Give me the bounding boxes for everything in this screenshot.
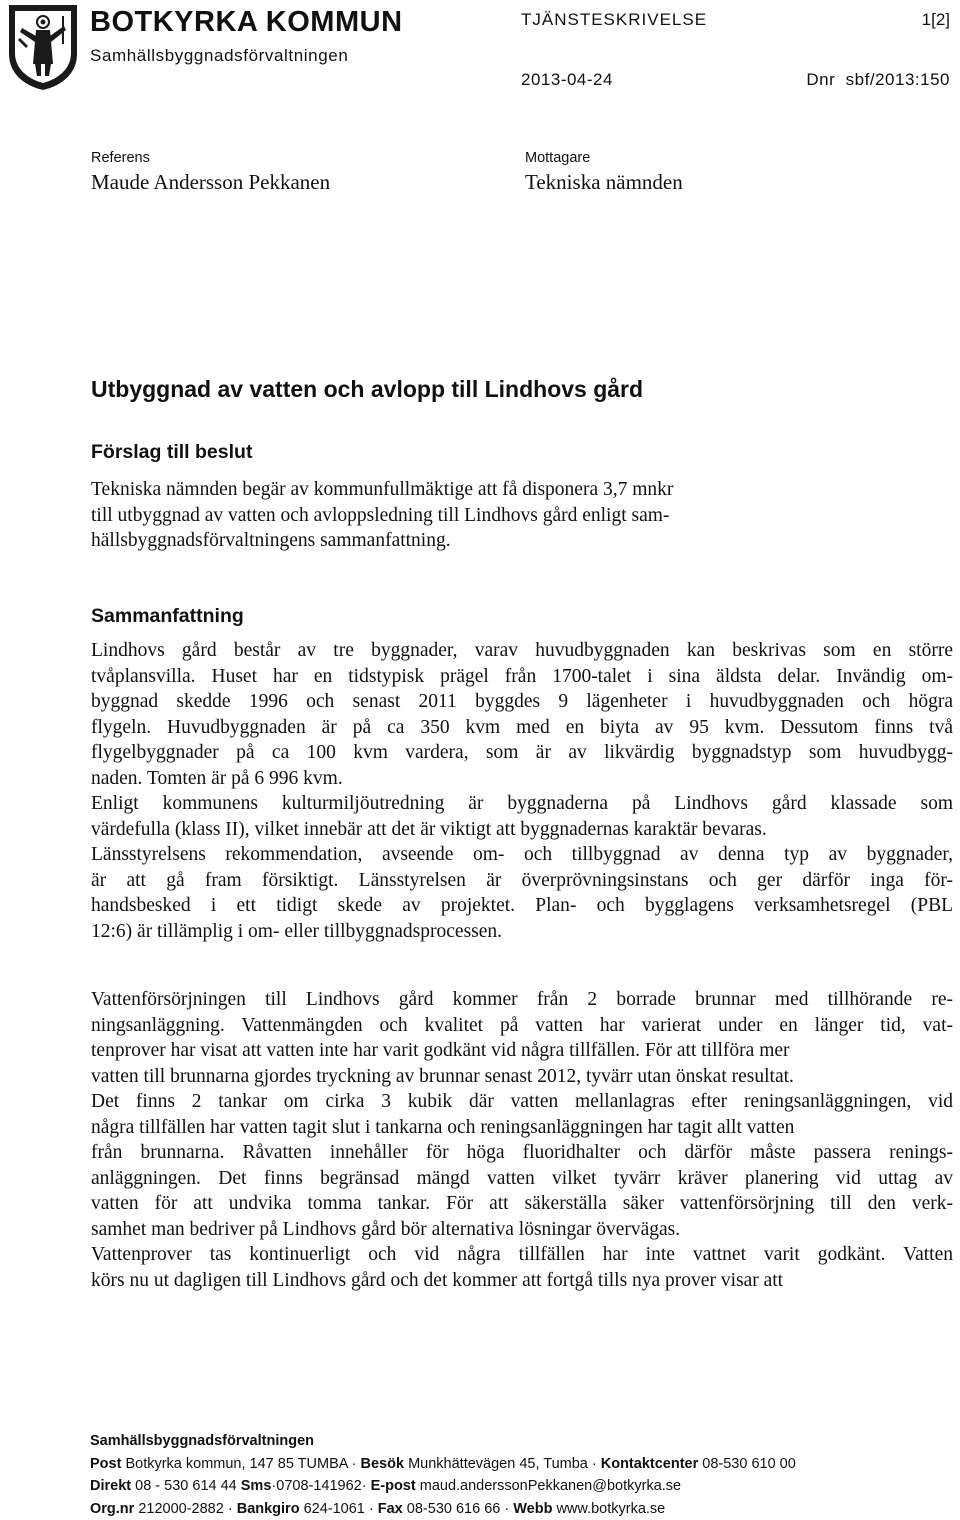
organization-name: BOTKYRKA KOMMUN (90, 6, 403, 39)
text-line: Vattenförsörjningen till Lindhovs gård kommer från 2 borrade brunnar med tillhörande re- (91, 987, 953, 1013)
text-line: till utbyggnad av vatten och avloppsledning till Lindhovs gård enligt sam- (91, 503, 951, 529)
reference-label: Referens (91, 150, 150, 166)
text-line: handsbesked i ett tidigt skede av projektet. Plan- och bygglagens verksamhetsregel (PBL (91, 893, 953, 919)
text-line: flygeln. Huvudbyggnaden är på ca 350 kvm med en biyta av 95 kvm. Dessutom finns två (91, 715, 953, 741)
summary-heading: Sammanfattning (91, 605, 244, 628)
website-link[interactable]: www.botkyrka.se (556, 1501, 665, 1517)
text-line: vatten till brunnarna gjordes tryckning av brunnar senast 2012, tyvärr utan önskat resultat. (91, 1064, 953, 1090)
recipient-value: Tekniska nämnden (525, 170, 683, 195)
text-line: 12:6) är tillämplig i om- eller tillbyggnadsprocessen. (91, 919, 953, 945)
proposal-paragraph (91, 477, 951, 554)
text-line: ningsanläggning. Vattenmängden och kvalitet på vatten har varierat under en länger tid, vat- (91, 1013, 953, 1039)
text-line: Lindhovs gård består av tre byggnader, varav huvudbyggnaden kan beskrivas som en större (91, 638, 953, 664)
text-line: hällsbyggnadsförvaltningens sammanfattning. (91, 528, 951, 554)
text-line: flygelbyggnader på ca 100 kvm vardera, som är av likvärdig byggnadstyp som huvudbygg- (91, 740, 953, 766)
footer-line-contact: Direkt 08 - 530 614 44 Sms·0708-141962· E-post maud.anderssonPekkanen@botkyrka.se (90, 1475, 796, 1498)
proposal-heading: Förslag till beslut (91, 441, 252, 464)
text-line: vatten för att undvika tomma tankar. För att säkerställa säker vattenförsörjning till den verk- (91, 1191, 953, 1217)
document-date: 2013-04-24 (521, 70, 613, 90)
text-line: byggnad skedde 1996 och senast 2011 byggdes 9 lägenheter i huvudbyggnaden och högra (91, 689, 953, 715)
document-reference-number: Dnr sbf/2013:150 (806, 70, 950, 90)
text-line: Tekniska nämnden begär av kommunfullmäktige att få disponera 3,7 mnkr (91, 477, 951, 503)
text-line: är att gå fram försiktigt. Länsstyrelsen är överprövningsinstans och ger därför inga för- (91, 868, 953, 894)
text-line: Det finns 2 tankar om cirka 3 kubik där vatten mellanlagras efter reningsanläggningen, vid (91, 1089, 953, 1115)
document-title: Utbyggnad av vatten och avlopp till Lindhovs gård (91, 376, 643, 403)
text-line: Länsstyrelsens rekommendation, avseende om- och tillbyggnad av denna typ av byggnader, (91, 842, 953, 868)
footer-line-address: Post Botkyrka kommun, 147 85 TUMBA · Besök Munkhättevägen 45, Tumba · Kontaktcenter 08-530 610 00 (90, 1453, 796, 1476)
footer-org: Samhällsbyggnadsförvaltningen (90, 1430, 796, 1453)
text-line: samhet man bedriver på Lindhovs gård bör alternativa lösningar övervägas. (91, 1217, 953, 1243)
text-line: några tillfällen har vatten tagit slut i tankarna och reningsanläggningen har tagit allt vatten (91, 1115, 953, 1141)
summary-paragraph (91, 638, 953, 944)
department-name: Samhällsbyggnadsförvaltningen (90, 46, 348, 66)
text-line: anläggningen. Det finns begränsad mängd vatten vilket tyvärr kräver planering vid uttag av (91, 1166, 953, 1192)
water-supply-paragraph (91, 987, 953, 1293)
page-number: 1[2] (922, 10, 950, 30)
municipality-crest-logo (6, 2, 80, 92)
text-line: värdefulla (klass II), vilket innebär att det är viktigt att byggnadernas karaktär bevaras. (91, 817, 953, 843)
document-type: TJÄNSTESKRIVELSE (521, 10, 707, 30)
footer (90, 1430, 796, 1520)
reference-value: Maude Andersson Pekkanen (91, 170, 330, 195)
text-line: tvåplansvilla. Huset har en tidstypisk prägel från 1700-talet i sina äldsta delar. Invändig om- (91, 664, 953, 690)
text-line: Enligt kommunens kulturmiljöutredning är byggnaderna på Lindhovs gård klassade som (91, 791, 953, 817)
text-line: Vattenprover tas kontinuerligt och vid några tillfällen har inte vattnet varit godkänt. Vatten (91, 1242, 953, 1268)
recipient-label: Mottagare (525, 150, 590, 166)
text-line: från brunnarna. Råvatten innehåller för höga fluoridhalter och därför måste passera renings- (91, 1140, 953, 1166)
text-line: tenprover har visat att vatten inte har varit godkänt vid några tillfällen. För att tillföra mer (91, 1038, 953, 1064)
text-line: körs nu ut dagligen till Lindhovs gård och det kommer att fortgå tills nya prover visar att (91, 1268, 953, 1294)
footer-line-orgnr: Org.nr 212000-2882 · Bankgiro 624-1061 · Fax 08-530 616 66 · Webb www.botkyrka.se (90, 1498, 796, 1520)
text-line: naden. Tomten är på 6 996 kvm. (91, 766, 953, 792)
email-link[interactable]: maud.anderssonPekkanen@botkyrka.se (420, 1478, 681, 1494)
